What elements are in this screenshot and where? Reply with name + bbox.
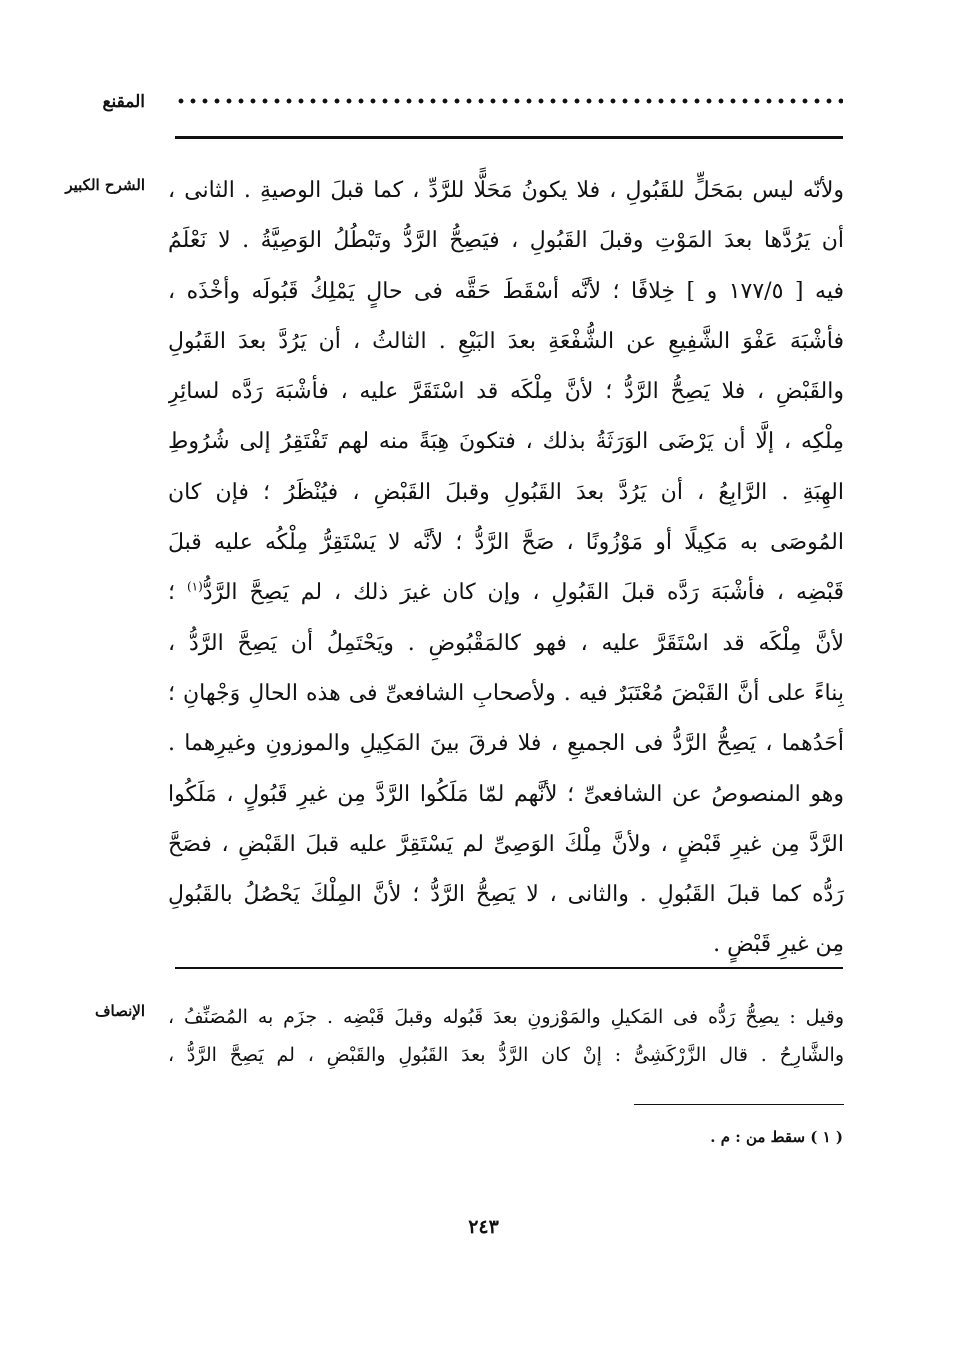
main-text-block bbox=[168, 166, 844, 966]
text-line: فأشْبَهَ عَفْوَ الشَّفِيعِ عن الشُّفْعَةِ بعدَ البَيْعِ . الثالثُ ، أن يَرُدَّ بعدَ القَبُولِ bbox=[168, 328, 844, 354]
text-line: ولأنّه ليس بمَحَلٍّ للقَبُولِ ، فلا يكونُ مَحَلًّا للرَّدِّ ، كما قبلَ الوصيةِ . الثانى ، bbox=[168, 178, 844, 203]
text-line: رَدُّه كما قبلَ القَبُولِ . والثانى ، لا يَصِحُّ الرَّدُّ ؛ لأنَّ المِلْكَ يَحْصُلُ بالقَبُولِ bbox=[168, 882, 844, 908]
side-label-sharh: الشرح الكبير bbox=[65, 176, 145, 194]
text-line: مِلْكِه ، إلَّا أن يَرْضَى الوَرَثَةُ بذلك ، فتكونَ هِبَةً منه لهم تَفْتَقِرُ إلى شُرُوطِ bbox=[168, 429, 844, 455]
text-line-with-footnote bbox=[168, 568, 844, 618]
text-line: بِناءً على أنَّ القَبْضَ مُعْتَبَرٌ فيه . ولأصحابِ الشافعىِّ فى هذه الحالِ وَجْهانِ ؛ bbox=[168, 680, 844, 706]
text-segment: ؛ bbox=[168, 580, 175, 606]
text-segment: قَبْضِه ، فأشْبَهَ رَدَّه قبلَ القَبُولِ ، وإن كان غيرَ ذلك ، لم يَصِحَّ الرَّدُّ bbox=[202, 580, 844, 606]
text-line: أحَدُهما ، يَصِحُّ الرَّدُّ فى الجميعِ ، فلا فرقَ بينَ المَكِيلِ والموزونِ وغيرِهما . bbox=[168, 731, 844, 757]
text-line: الهِبَةِ . الرَّابِعُ ، أن يَرُدَّ بعدَ القَبُولِ وقبلَ القَبْضِ ، فيُنْظَرُ ؛ فإن كان bbox=[168, 479, 844, 505]
text-line: المُوصَى به مَكِيلًا أو مَوْزُونًا ، صَحَّ الرَّدُّ ؛ لأنَّه لا يَسْتَقِرُّ مِلْكُه عليه قبلَ bbox=[168, 530, 844, 556]
text-line: وهو المنصوصُ عن الشافعىِّ ؛ لأنَّهم لمّا مَلَكُوا الرَّدَّ مِن غيرِ قَبُولٍ ، مَلَكُوا bbox=[168, 781, 844, 807]
text-line: وقيل : يصِحُّ رَدُّه فى المَكيلِ والمَوْزونِ بعدَ قَبُوله وقبلَ قَبْضِه . جزَم به المُصَنِّفُ ، bbox=[168, 1006, 844, 1028]
insaf-text-block bbox=[168, 998, 844, 1074]
text-line: والقَبْضِ ، فلا يَصِحُّ الرَّدُّ ؛ لأنَّ مِلْكَه قد اسْتَقَرَّ عليه ، فأشْبَهَ رَدَّه لسائِرِ bbox=[168, 379, 844, 405]
header-rule bbox=[175, 136, 843, 139]
side-label-insaf: الإنصاف bbox=[94, 1002, 145, 1020]
text-line: الرَّدَّ مِن غيرِ قَبْضٍ ، ولأنَّ مِلْكَ الوَصِىِّ لم يَسْتَقِرَّ عليه قبلَ القَبْضِ ، فصَحَّ bbox=[168, 831, 844, 857]
text-line: مِن غيرِ قَبْضٍ . bbox=[713, 932, 844, 958]
page-number: ٢٤٣ bbox=[468, 1216, 499, 1238]
footnote: ( ١ ) سقط من : م . bbox=[710, 1128, 843, 1146]
text-line: لأنَّ مِلْكَه قد اسْتَقَرَّ عليه ، فهو كالمَقْبُوضِ . ويَحْتَمِلُ أن يَصِحَّ الرَّدُّ ، bbox=[168, 630, 844, 656]
header-dotted-leader bbox=[175, 96, 843, 106]
text-line: أن يَرُدَّها بعدَ المَوْتِ وقبلَ القَبُولِ ، فيَصِحُّ الرَّدُّ وتَبْطُلُ الوَصِيَّةُ . لا نَعْلَمُ bbox=[168, 228, 844, 254]
section-divider bbox=[175, 967, 843, 969]
footnote-rule bbox=[634, 1104, 844, 1105]
running-title: المقنع bbox=[102, 92, 145, 112]
text-line: فيه [ ١٧٧/٥ و ] خِلافًا ؛ لأنَّه أسْقَطَ حَقَّه فى حالٍ يَمْلِكُ قَبُولَه وأخْذَه ، bbox=[168, 278, 844, 304]
text-line: والشَّارِحُ . قال الزَّرْكَشِىُّ : إنْ كان الرَّدُّ بعدَ القَبُولِ والقَبْضِ ، لم يَصِحَّ الرَّدُّ ، bbox=[168, 1044, 844, 1066]
footnote-marker: (١) bbox=[186, 580, 203, 595]
